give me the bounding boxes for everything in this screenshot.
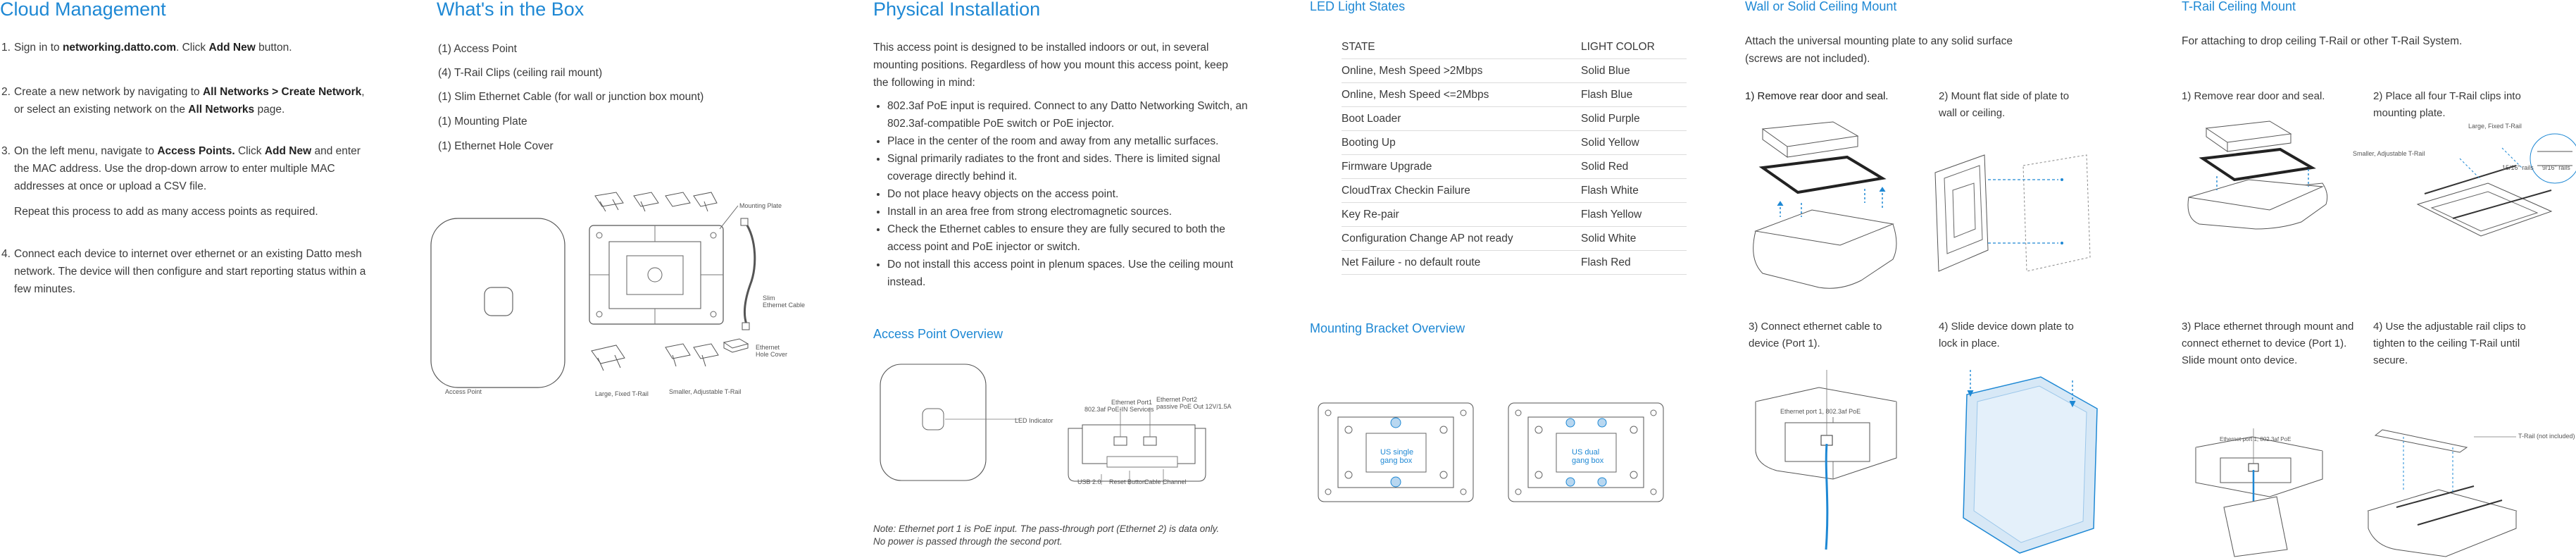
bracket-overview-title: Mounting Bracket Overview xyxy=(1310,321,1465,335)
physical-installation-panel xyxy=(873,0,1268,558)
table-row: Key Re-pair Flash Yellow xyxy=(1342,203,1687,227)
label-trail-fixed: Large, Fixed T-Rail xyxy=(2468,123,2522,130)
label-trail-port: Ethernet port 1, 802.3af PoE xyxy=(2220,436,2291,442)
bullet-item: • Check the Ethernet cables to ensure they are fully secured to both the access point and PoE injector or switch. xyxy=(887,221,1253,256)
bullet-item: • Install in an area free from strong electromagnetic sources. xyxy=(887,203,1253,221)
label-eth1-a: Ethernet Port1 xyxy=(1111,399,1153,406)
single-gang-label-2: gang box xyxy=(1380,457,1413,465)
trail-mount-panel xyxy=(2182,0,2576,558)
table-row: Online, Mesh Speed <=2Mbps Flash Blue xyxy=(1342,83,1687,107)
table-row: Booting Up Solid Yellow xyxy=(1342,131,1687,155)
mount-plate-wall-illustration xyxy=(1932,151,2094,275)
dual-gang-label-1: US dual xyxy=(1572,448,1600,457)
place-clips-illustration xyxy=(2411,127,2576,268)
trail-title: T-Rail Ceiling Mount xyxy=(2182,0,2296,13)
tighten-clips-illustration xyxy=(2354,423,2565,558)
label-fixed-trail: Large, Fixed T-Rail xyxy=(595,390,649,397)
trail-clips-top-illustration xyxy=(592,189,718,217)
led-table xyxy=(1342,35,1687,275)
label-usb: USB 2.0 xyxy=(1077,478,1101,485)
connect-cable-illustration xyxy=(1749,373,1903,557)
label-eth1-b: 802.3af PoE-IN Services xyxy=(1084,406,1154,413)
cloud-management-panel xyxy=(0,0,394,558)
cloud-step-3-note: Repeat this process to add as many access points as required. xyxy=(14,206,318,218)
label-trail-not-included: T-Rail (not included) xyxy=(2518,433,2575,440)
cloud-title: Cloud Management xyxy=(0,0,166,20)
bullet-item: • Do not install this access point in plenum spaces. Use the ceiling mount instead. xyxy=(887,256,1253,291)
box-item-5: (1) Ethernet Hole Cover xyxy=(438,140,554,152)
mounting-plate-illustration xyxy=(588,224,729,330)
trail-step-2: 2) Place all four T-Rail clips into mounting plate. xyxy=(2373,90,2521,119)
table-row: Boot Loader Solid Purple xyxy=(1342,107,1687,131)
box-item-4: (1) Mounting Plate xyxy=(438,116,527,128)
box-title: What's in the Box xyxy=(437,0,584,20)
cloud-step-4: 4. Connect each device to internet over ethernet or an existing Datto mesh network. The device will then configure and start reporting status within a few minutes. xyxy=(1,248,366,295)
label-rail-width-1: 15/16" rails xyxy=(2502,164,2534,171)
trail-step-3: 3) Place ethernet through mount and connect ethernet to device (Port 1). Slide mount onto device. xyxy=(2182,321,2354,366)
box-item-2: (4) T-Rail Clips (ceiling rail mount) xyxy=(438,67,603,79)
bullet-item: • Do not place heavy objects on the access point. xyxy=(887,185,1253,203)
label-rail-width-2: 9/16" rails xyxy=(2542,164,2570,171)
ethernet-cable-illustration xyxy=(732,218,761,331)
wall-title: Wall or Solid Ceiling Mount xyxy=(1745,0,1897,13)
ap-front-illustration xyxy=(879,363,992,486)
wall-step-3: 3) Connect ethernet cable to device (Port 1). xyxy=(1749,321,1882,349)
label-access-point: Access Point xyxy=(445,388,482,395)
install-title: Physical Installation xyxy=(873,0,1041,20)
ap-overview-title: Access Point Overview xyxy=(873,327,1003,341)
header-state: STATE xyxy=(1342,35,1567,59)
remove-door-illustration xyxy=(1742,118,1903,294)
ap-note-2: No power is passed through the second port. xyxy=(873,536,1063,547)
label-cover-2: Hole Cover xyxy=(756,351,788,358)
label-trail-adj: Smaller, Adjustable T-Rail xyxy=(2353,150,2425,157)
wall-intro: Attach the universal mounting plate to any solid surface (screws are not included). xyxy=(1745,35,2013,65)
dual-gang-label-2: gang box xyxy=(1572,457,1604,465)
label-eth2-a: Ethernet Port2 xyxy=(1156,396,1198,403)
label-led-indicator: LED Indicator xyxy=(1015,417,1053,424)
ap-back-illustration xyxy=(1065,421,1216,485)
install-bullets xyxy=(873,97,1253,291)
label-adjustable-trail: Smaller, Adjustable T-Rail xyxy=(669,388,742,395)
label-cover-1: Ethernet xyxy=(756,344,780,351)
bullet-item: • Signal primarily radiates to the front and sides. There is limited signal coverage directly behind it. xyxy=(887,150,1253,185)
table-header-row xyxy=(1342,35,1687,59)
trail-step-4: 4) Use the adjustable rail clips to tighten to the ceiling T-Rail until secure. xyxy=(2373,321,2526,366)
table-row: Configuration Change AP not ready Solid White xyxy=(1342,227,1687,251)
table-row: Net Failure - no default route Flash Red xyxy=(1342,251,1687,275)
table-row: CloudTrax Checkin Failure Flash White xyxy=(1342,179,1687,203)
label-mounting-plate: Mounting Plate xyxy=(739,202,782,209)
cloud-step-2: 2. Create a new network by navigating to All Networks > Create Network, or select an existing network on the All Networks page. xyxy=(1,86,365,116)
led-states-panel xyxy=(1310,0,1704,558)
led-title: LED Light States xyxy=(1310,0,1406,13)
header-color: LIGHT COLOR xyxy=(1567,35,1687,59)
label-eth2-b: passive PoE Out 12V/1.5A xyxy=(1156,403,1232,410)
trail-intro: For attaching to drop ceiling T-Rail or other T-Rail System. xyxy=(2182,35,2463,47)
install-intro: This access point is designed to be installed indoors or out, in several mounting positions. Regardless of how you mount this access point, keep the following in mind: xyxy=(873,42,1229,89)
cloud-step-1: 1. Sign in to networking.datto.com. Click Add New button. xyxy=(1,42,292,54)
whats-in-box-panel xyxy=(437,0,831,558)
trail-connect-illustration xyxy=(2192,430,2333,557)
trail-step-1: 1) Remove rear door and seal. xyxy=(2182,90,2325,102)
ap-note-1: Note: Ethernet port 1 is PoE input. The pass-through port (Ethernet 2) is data only. xyxy=(873,523,1220,534)
trail-remove-door-illustration xyxy=(2178,120,2340,229)
single-gang-label-1: US single xyxy=(1380,448,1414,457)
label-ethernet-port-1: Ethernet port 1, 802.3af PoE xyxy=(1780,408,1861,415)
box-item-3: (1) Slim Ethernet Cable (for wall or junction box mount) xyxy=(438,91,704,103)
label-cable-channel: Cable Channel xyxy=(1144,478,1187,485)
label-reset: Reset Button xyxy=(1109,478,1146,485)
table-row: Online, Mesh Speed >2Mbps Solid Blue xyxy=(1342,59,1687,83)
box-item-1: (1) Access Point xyxy=(438,43,517,55)
bullet-item: • 802.3af PoE input is required. Connect to any Datto Networking Switch, an 802.3af-compatible PoE switch or PoE injector. xyxy=(887,97,1253,132)
link-networking-datto[interactable]: networking.datto.com xyxy=(62,42,176,54)
label-cable-1: Slim xyxy=(763,294,775,302)
slide-device-illustration xyxy=(1956,366,2104,557)
access-point-illustration xyxy=(430,217,570,393)
wall-mount-panel xyxy=(1745,0,2139,558)
table-row: Firmware Upgrade Solid Red xyxy=(1342,155,1687,179)
wall-step-1: 1) Remove rear door and seal. xyxy=(1745,90,1889,102)
wall-step-4: 4) Slide device down plate to lock in place. xyxy=(1939,321,2074,349)
wall-step-2: 2) Mount flat side of plate to wall or ceiling. xyxy=(1939,90,2070,119)
trail-clips-bottom-illustration xyxy=(588,337,729,379)
cloud-step-3: 3. On the left menu, navigate to Access Points. Click Add New and enter the MAC address. Use the drop-down arrow to enter multiple MAC addresses at once or upload a CSV file. xyxy=(1,145,361,192)
label-cable-2: Ethernet Cable xyxy=(763,302,806,309)
bullet-item: • Place in the center of the room and away from any metallic surfaces. xyxy=(887,132,1253,150)
